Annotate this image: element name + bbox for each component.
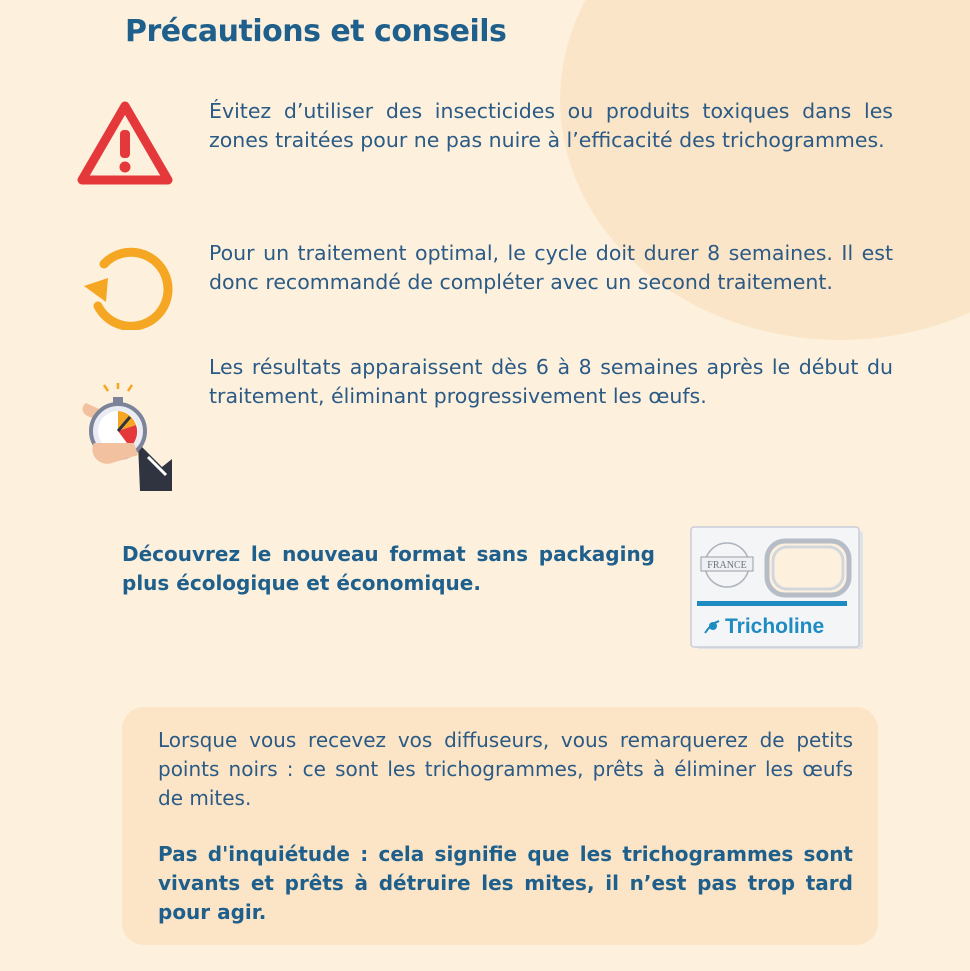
- product-seal-text: FRANCE: [707, 560, 747, 571]
- page-title: Précautions et conseils: [125, 14, 507, 49]
- product-image: [683, 523, 867, 653]
- tip-text: Évitez d’utiliser des insecticides ou produits toxiques dans les zones traitées pour ne pas nuire à l’efficacité des trichogrammes.: [209, 99, 893, 152]
- promo-text: Découvrez le nouveau format sans packaging plus écologique et économique.: [122, 542, 655, 595]
- warning-triangle-icon: [76, 98, 174, 188]
- product-brand-text: Tricholine: [725, 615, 825, 638]
- tip-text: Pour un traitement optimal, le cycle doit durer 8 semaines. Il est donc recommandé de compléter avec un second traitement.: [209, 241, 893, 294]
- note-text: Lorsque vous recevez vos diffuseurs, vous remarquerez de petits points noirs : ce sont les trichogrammes, prêts à éliminer les œufs de mites.: [158, 728, 853, 810]
- stopwatch-hand-icon: [78, 383, 176, 491]
- note-box: [122, 707, 878, 945]
- note-bold-text: Pas d'inquiétude : cela signifie que les trichogrammes sont vivants et prêts à détruire les mites, il n’est pas trop tard pour agir.: [158, 842, 853, 924]
- tip-text: Les résultats apparaissent dès 6 à 8 semaines après le début du traitement, éliminant progressivement les œufs.: [209, 355, 893, 408]
- cycle-arrow-icon: [78, 242, 174, 330]
